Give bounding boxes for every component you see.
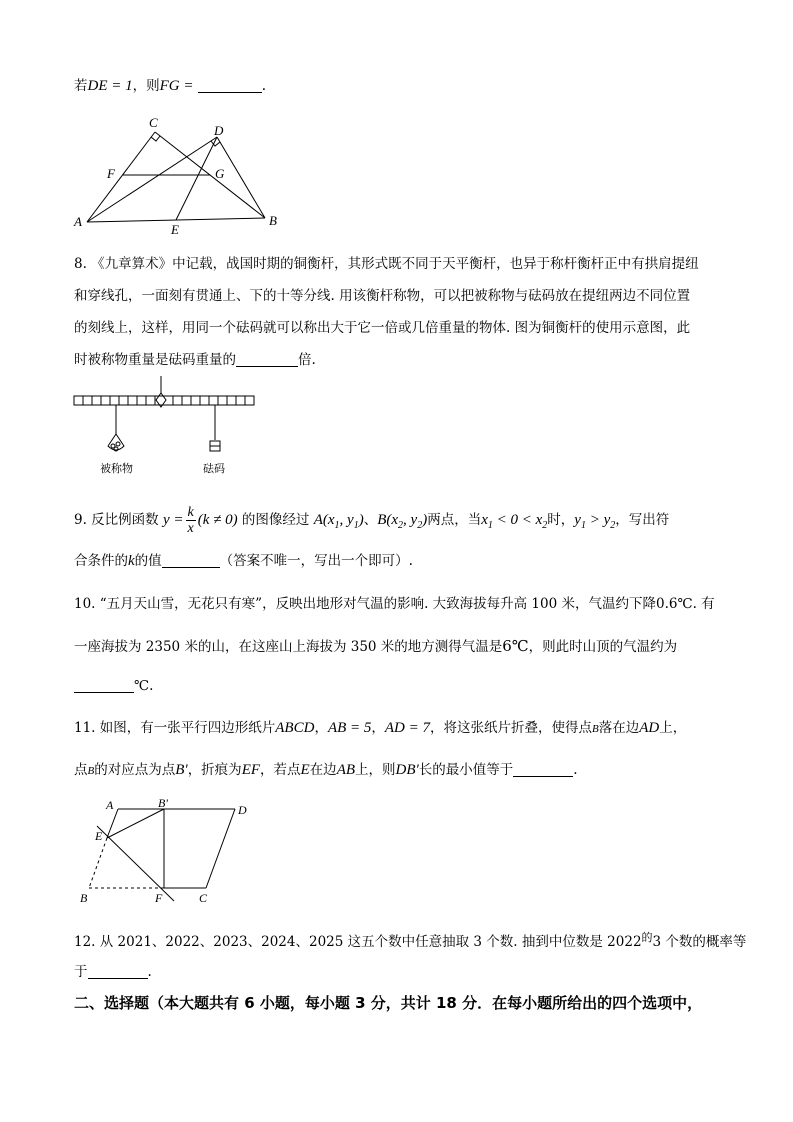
- q7-figure: [70, 112, 290, 240]
- q11-ef: EF: [241, 762, 261, 778]
- q11-comma-2: ，: [371, 720, 385, 736]
- q10-answer-blank[interactable]: [74, 678, 134, 693]
- q11-figure: [72, 798, 257, 908]
- q11-text-l2g: 长的最小值等于: [418, 762, 514, 778]
- q9-answer-blank[interactable]: [162, 553, 220, 568]
- fig7-segment-ac: [87, 132, 155, 222]
- fig7-right-angle-d: [211, 141, 220, 146]
- q11-text-l2a: 点: [74, 762, 88, 778]
- q9-text-l2a: 合条件的: [74, 553, 128, 569]
- q8-figure: [70, 374, 260, 478]
- q11-text-l1d: 上，: [659, 720, 687, 736]
- q7-end: .: [261, 78, 267, 94]
- q11-ad: AD = 7: [384, 720, 431, 736]
- fig8-label-object: 被称物: [100, 462, 133, 475]
- fig7-label-b: B: [269, 213, 277, 228]
- q12-line-1: [74, 928, 746, 952]
- fig7-label-g: G: [215, 166, 225, 181]
- q11-text-l2f: 上，则: [355, 762, 396, 778]
- q7-condition: DE = 1: [87, 78, 133, 94]
- q9-text-a: 9. 反比例函数: [74, 512, 159, 528]
- q10-line-1: [74, 594, 715, 614]
- q11-bprime: B′: [175, 762, 188, 778]
- q7-text-if: 若: [74, 78, 88, 94]
- q9-pb-head: B(x: [377, 512, 399, 528]
- q8-line-1: 8. 《九章算术》中记载，战国时期的铜衡杆，其形式既不同于天平衡杆，也异于称杆衡杆正中有拱肩提纽: [74, 256, 699, 272]
- q10-line-3: [74, 676, 153, 696]
- q8-line-4: [74, 350, 316, 370]
- q9-point-b: $B(x_2$, $y_2$): [377, 512, 428, 531]
- fig8-load-basket: [108, 434, 124, 450]
- fig11-label-c: C: [199, 891, 208, 905]
- q11-b-2: B: [87, 765, 95, 777]
- q9-pb-sub2: 2: [417, 520, 423, 531]
- section-2-heading: 二、选择题（本大题共有 6 小题，每小题 3 分，共计 18 分．在每小题所给出的四个选项中，: [74, 994, 703, 1012]
- q9-y2-sub: 2: [610, 520, 616, 531]
- fig8-label-weight: 砝码: [203, 462, 225, 475]
- q10-temp-drop: 0.6℃: [656, 596, 693, 612]
- fig11-label-f: F: [155, 891, 163, 905]
- q8-line-3: 的刻线上，这样，用同一个砝码就可以称出大于它一倍或几倍重量的物体. 图为铜衡杆的使用示意图，此: [74, 320, 691, 336]
- q9-sep: 、: [363, 512, 378, 528]
- q9-x1-sub: 1: [487, 520, 493, 531]
- q9-line-2: [74, 551, 413, 571]
- q11-line-2: [74, 760, 578, 781]
- fig11-segment-eb-prime: [107, 809, 164, 838]
- q9-pa-head: A(x: [313, 512, 335, 528]
- q8-text-end: 倍.: [298, 352, 316, 368]
- q10-line-2: [74, 636, 677, 657]
- q11-e: E: [300, 762, 310, 778]
- fig11-segment-dc: [206, 809, 235, 888]
- q9-text-e: ，写出符: [615, 512, 670, 528]
- q12-line-2: [74, 962, 152, 982]
- fig7-label-e: E: [171, 222, 179, 237]
- q9-x2: < 0 < x: [492, 512, 543, 528]
- q10-unit: ℃.: [134, 678, 154, 694]
- q10-text-l2b: ，则此时山顶的气温约为: [528, 639, 678, 655]
- q11-ad-label: AD: [639, 720, 660, 736]
- q11-ab-label: AB: [336, 762, 356, 778]
- q9-ineq-y: [574, 512, 616, 531]
- fig7-label-c: C: [149, 115, 158, 130]
- q9-y1: y: [574, 512, 581, 528]
- q9-y1-sub: 1: [580, 520, 586, 531]
- q9-k: k: [128, 553, 135, 569]
- q11-abcd: ABCD: [275, 720, 315, 736]
- q9-pa-sub2: 1: [353, 520, 359, 531]
- q9-pb-sub1: 2: [398, 520, 404, 531]
- q11-b: B: [592, 723, 599, 735]
- q9-func-cond: (k ≠ 0): [197, 512, 238, 528]
- q11-text-l2b: 的对应点为点: [94, 762, 176, 778]
- q9-point-a: $A(x_1$, $y_1$): [313, 512, 364, 531]
- fig7-segment-de: [176, 137, 217, 220]
- q9-frac-num: k: [187, 505, 194, 520]
- fig7-right-angle-c: [151, 136, 160, 141]
- fig11-label-a: A: [106, 798, 114, 812]
- fig11-crease-ef: [97, 826, 174, 901]
- q11-text-l1c: 落在边: [598, 720, 640, 736]
- q9-line-1: [74, 502, 669, 544]
- q11-text-l1a: 11. 如图，有一张平行四边形纸片: [74, 720, 276, 736]
- q11-answer-blank[interactable]: [513, 762, 573, 777]
- q10-temp: 6℃: [502, 637, 529, 655]
- q9-fraction: [186, 505, 196, 536]
- q9-y2: > y: [585, 512, 611, 528]
- q9-func-y: y =: [162, 512, 184, 528]
- q7-answer-blank[interactable]: [198, 78, 262, 93]
- q11-line-1: [74, 718, 686, 739]
- q9-text-l2b: 的值: [134, 553, 162, 569]
- q9-ineq-x: [481, 512, 548, 531]
- q11-text-l2d: ，若点: [260, 762, 301, 778]
- q12-text-l1a: 12. 从 2021、2022、2023、2024、2025 这五个数中任意抽取 3 个数. 抽到中位数是 2022: [74, 934, 642, 950]
- fig7-label-f: F: [107, 166, 115, 181]
- fig11-label-bprime: B′: [158, 798, 168, 810]
- q9-x2-sub: 2: [542, 520, 548, 531]
- q9-text-d: 时，: [547, 512, 575, 528]
- q12-de: 的: [641, 931, 653, 944]
- q9-text-c: 两点，当: [427, 512, 482, 528]
- q8-line-2: 和穿线孔，一面刻有贯通上、下的十等分线. 用该衡杆称物，可以把被称物与砝码放在提纽两边不同位置: [74, 288, 691, 304]
- q11-end: .: [573, 762, 578, 778]
- q11-comma-1: ，: [314, 720, 328, 736]
- q11-ab: AB = 5: [327, 720, 372, 736]
- q12-text-l2a: 于: [74, 964, 88, 980]
- q11-text-l1b: ，将这张纸片折叠，使得点: [430, 720, 593, 736]
- fig11-label-b: B: [80, 891, 88, 905]
- fig11-dashed-eb: [89, 838, 107, 888]
- q8-answer-blank[interactable]: [236, 352, 298, 367]
- q12-text-l2b: .: [147, 964, 152, 980]
- q9-x1: x: [481, 512, 488, 528]
- q10-text-l1a: 10. “五月天山雪，无花只有寒”，反映出地形对气温的影响. 大致海拔每升高 100 米，气温约下降: [74, 596, 656, 612]
- q7-line: [74, 76, 266, 96]
- fig11-label-d: D: [238, 803, 247, 817]
- q12-text-l1b: 3 个数的概率等: [652, 934, 747, 950]
- q9-frac-den: x: [187, 521, 194, 536]
- q8-text: 时被称物重量是砝码重量的: [74, 352, 236, 368]
- fig7-label-d: D: [214, 123, 224, 138]
- q11-dbprime: DB′: [395, 762, 419, 778]
- q12-answer-blank[interactable]: [88, 964, 148, 979]
- q11-text-l2e: 在边: [309, 762, 337, 778]
- fig7-label-a: A: [74, 214, 82, 229]
- q7-text-then: ，则: [132, 78, 160, 94]
- q10-text-l2a: 一座海拔为 2350 米的山，在这座山上海拔为 350 米的地方测得气温是: [74, 639, 503, 655]
- q10-text-l1b: . 有: [692, 596, 715, 612]
- q9-pb-mid: , y: [403, 512, 418, 528]
- q9-text-b: 的图像经过: [241, 512, 310, 528]
- q9-pa-mid: , y: [339, 512, 354, 528]
- q7-ask: FG =: [159, 78, 194, 94]
- q9-text-l2c: （答案不唯一，写出一个即可）.: [219, 553, 413, 569]
- fig11-label-e: E: [95, 829, 103, 843]
- q11-text-l2c: ，折痕为: [187, 762, 242, 778]
- q9-pa-sub1: 1: [334, 520, 340, 531]
